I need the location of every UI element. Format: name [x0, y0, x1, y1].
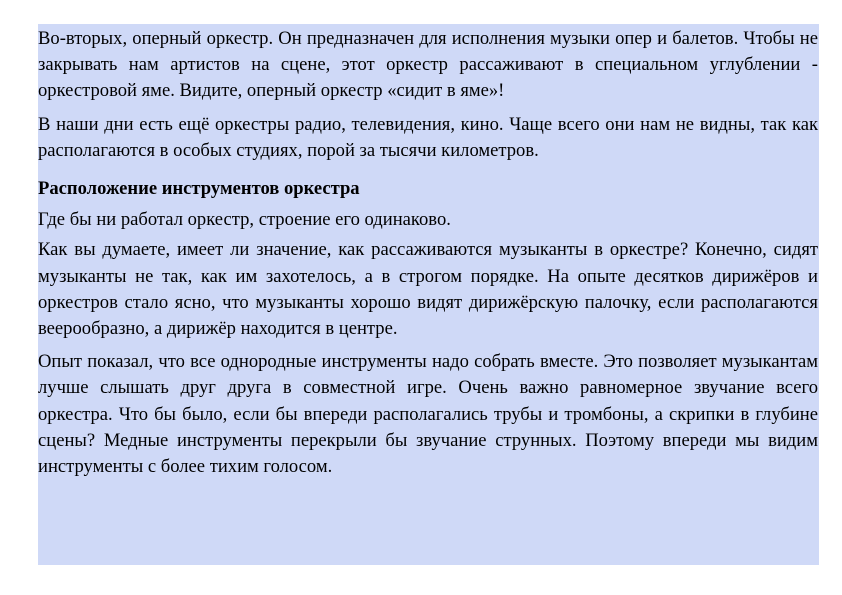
paragraph-studio-orchestras: В наши дни есть ещё оркестры радио, телевидения, кино. Чаще всего они нам не видны, так как располагаются в особых студиях, порой за тысячи километров. [38, 113, 818, 161]
paragraph-opera-orchestra: Во-вторых, оперный оркестр. Он предназначен для исполнения музыки опер и балетов. Чтобы не закрывать нам артистов на сцене, этот оркестр рассаживают в специальном углублении - оркестровой яме. Видите, оперный оркестр «сидит в яме»! [38, 28, 818, 102]
paragraph-grouping: Опыт показал, что все однородные инструменты надо собрать вместе. Это позволяет музыкантам лучше слышать друг друга в совместной игре. Очень важно равномерное звучание всего оркестра. Что бы было, если бы впереди располагались трубы и тромбоны, а скрипки в глубине сцены? Медные инструменты перекрыли бы звучание струнных. Поэтому впереди мы видим инструменты с более тихим голосом. [38, 351, 818, 478]
paragraph-structure: Где бы ни работал оркестр, строение его одинаково. [38, 209, 451, 231]
document-body [38, 26, 818, 487]
paragraph-seating: Как вы думаете, имеет ли значение, как рассаживаются музыканты в оркестре? Конечно, сидят музыканты не так, как им захотелось, а в строгом порядке. На опыте десятков дирижёров и оркестров стало ясно, что музыканты хорошо видят дирижёрскую палочку, если располагаются веерообразно, а дирижёр находится в центре. [38, 239, 818, 340]
section-heading: Расположение инструментов оркестра [38, 178, 360, 200]
